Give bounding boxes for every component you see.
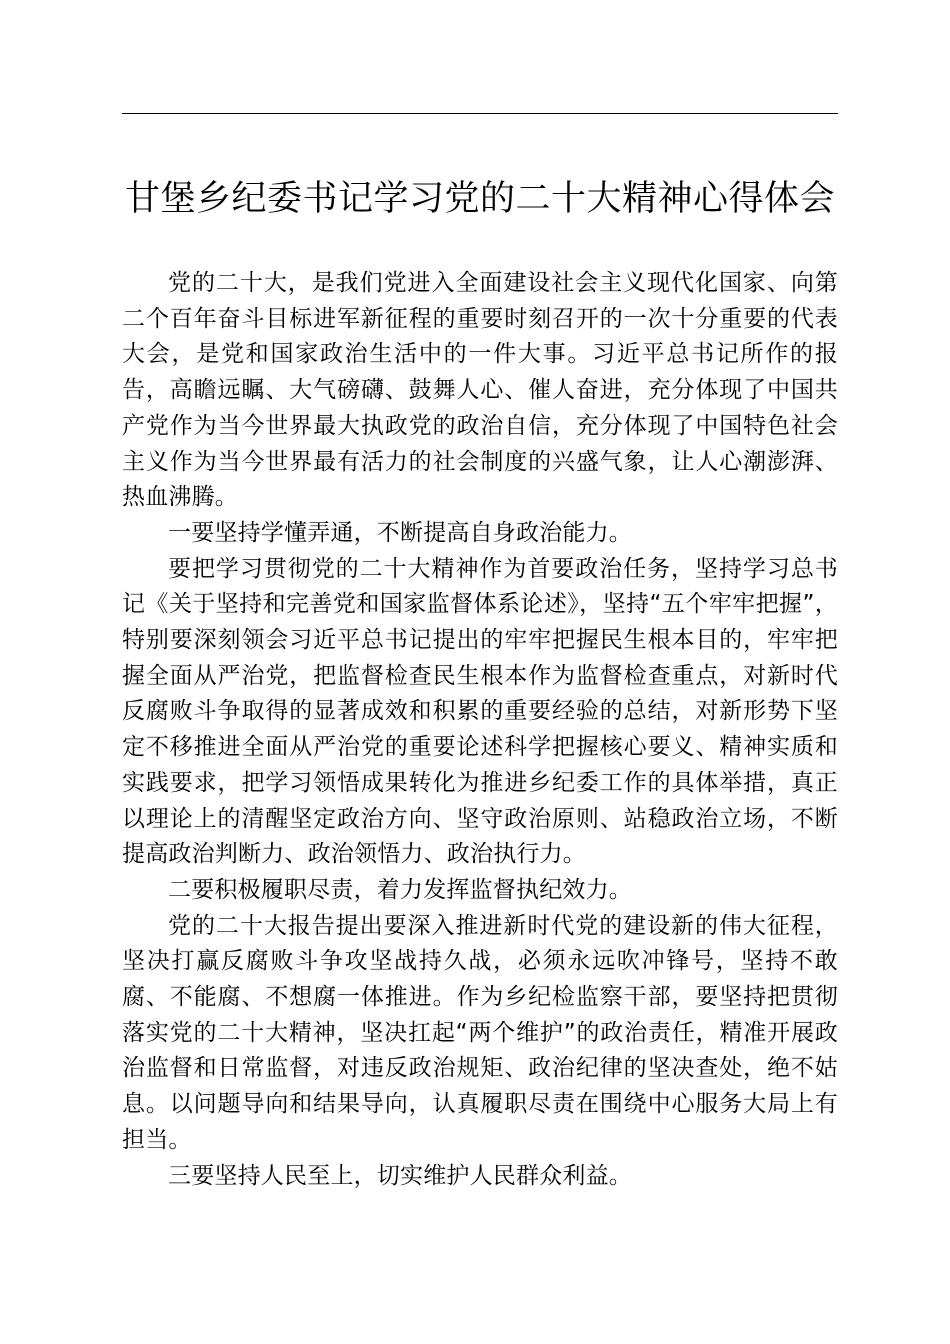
section-heading-3: 三要坚持人民至上，切实维护人民群众利益。 xyxy=(168,1162,632,1189)
paragraph-intro: 党的二十大，是我们党进入全面建设社会主义现代化国家、向第二个百年奋斗目标进军新征程的重要时刻召开的一次十分重要的代表大会，是党和国家政治生活中的一件大事。习近平总书记所作的报告，高瞻远瞩、大气磅礴、鼓舞人心、催人奋进，充分体现了中国共产党作为当今世界最大执政党的政治自信，充分体现了中国特色社会主义作为当今世界最有活力的社会制度的兴盛气象，让人心潮澎湃、热血沸腾。 xyxy=(122,270,838,511)
section-heading-2: 二要积极履职尽责，着力发挥监督执纪效力。 xyxy=(168,876,632,903)
paragraph-section-2: 党的二十大报告提出要深入推进新时代党的建设新的伟大征程，坚决打赢反腐败斗争攻坚战持久战，必须永远吹冲锋号，坚持不敢腐、不能腐、不想腐一体推进。作为乡纪检监察干部，要坚持把贯彻落实党的二十大精神，坚决扛起“两个维护”的政治责任，精准开展政治监督和日常监督，对违反政治规矩、政治纪律的坚决查处，绝不姑息。以问题导向和结果导向，认真履职尽责在围绕中心服务大局上有担当。 xyxy=(122,912,838,1153)
paragraph-section-1: 要把学习贯彻党的二十大精神作为首要政治任务，坚持学习总书记《关于坚持和完善党和国家监督体系论述》，坚持“五个牢牢把握”，特别要深刻领会习近平总书记提出的牢牢把握民生根本目的，牢牢把握全面从严治党，把监督检查民生根本作为监督检查重点，对新时代反腐败斗争取得的显著成效和积累的重要经验的总结，对新形势下坚定不移推进全面从严治党的重要论述科学把握核心要义、精神实质和实践要求，把学习领悟成果转化为推进乡纪委工作的具体举措，真正以理论上的清醒坚定政治方向、坚守政治原则、站稳政治立场，不断提高政治判断力、政治领悟力、政治执行力。 xyxy=(122,555,838,868)
section-heading-1: 一要坚持学懂弄通，不断提高自身政治能力。 xyxy=(168,519,632,546)
header-rule xyxy=(122,113,838,114)
document-body xyxy=(122,266,838,1194)
document-title: 甘堡乡纪委书记学习党的二十大精神心得体会 xyxy=(124,179,835,219)
